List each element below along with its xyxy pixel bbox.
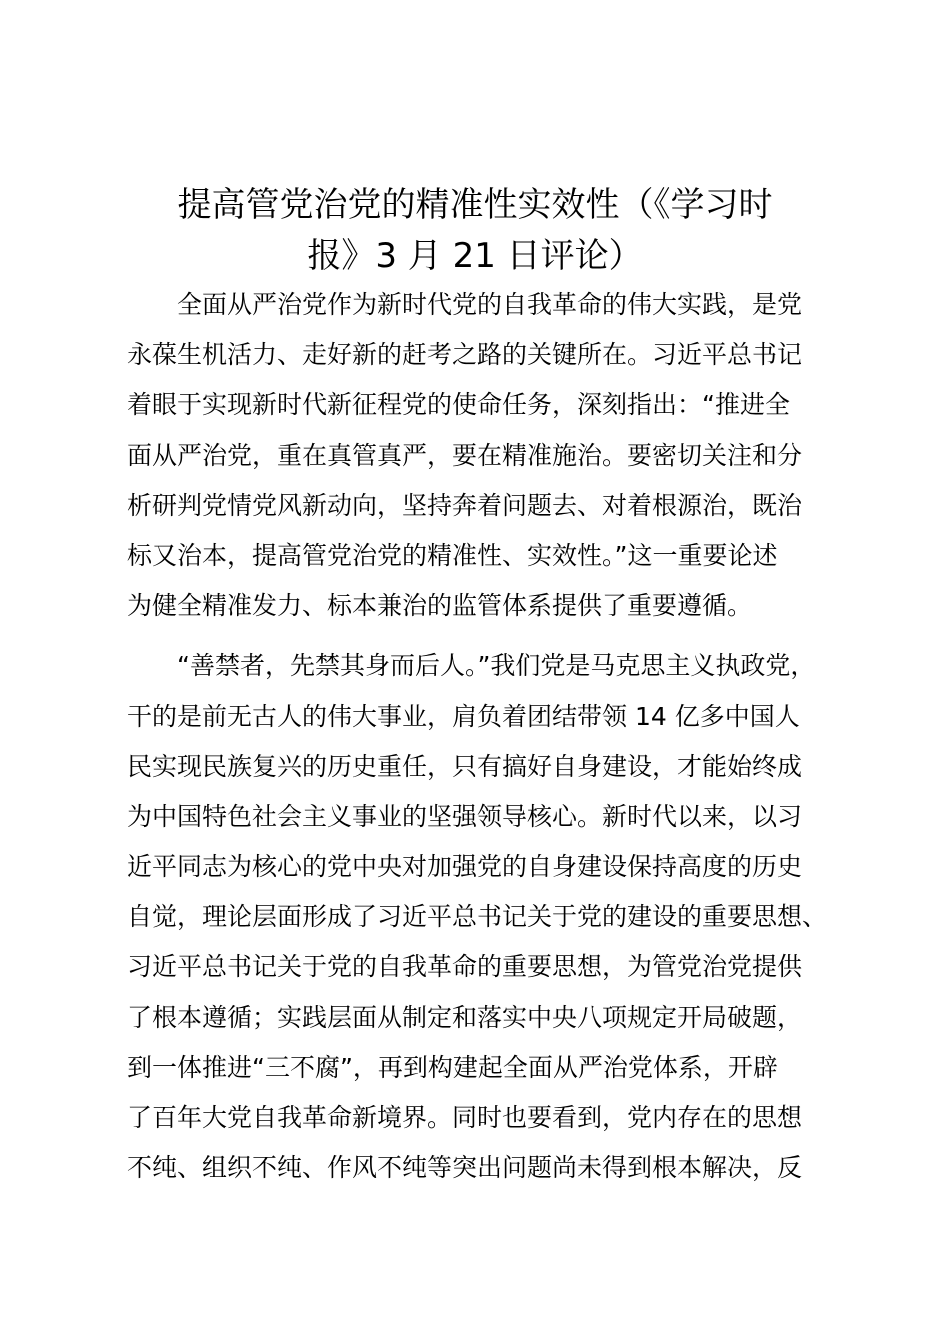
text-line: 习近平总书记关于党的自我革命的重要思想，为管党治党提供: [127, 952, 803, 982]
title-line: 报》3 月 21 日评论）: [307, 236, 643, 276]
text-line: 了根本遵循；实践层面从制定和落实中央八项规定开局破题，: [127, 1002, 803, 1032]
text-line: 近平同志为核心的党中央对加强党的自身建设保持高度的历史: [127, 852, 803, 882]
text-line: 不纯、组织不纯、作风不纯等突出问题尚未得到根本解决，反: [127, 1153, 803, 1183]
text-line: 永葆生机活力、走好新的赶考之路的关键所在。习近平总书记: [127, 340, 803, 370]
text-line: 标又治本，提高管党治党的精准性、实效性。”这一重要论述: [127, 540, 778, 570]
text-line: “善禁者，先禁其身而后人。”我们党是马克思主义执政党，: [127, 651, 816, 681]
paragraph-2: [127, 641, 839, 1193]
text-line: 析研判党情党风新动向，坚持奔着问题去、对着根源治，既治: [127, 490, 803, 520]
text-line: 干的是前无古人的伟大事业，肩负着团结带领 14 亿多中国人: [127, 701, 800, 731]
text-line: 为中国特色社会主义事业的坚强领导核心。新时代以来，以习: [127, 801, 803, 831]
title-line: 提高管党治党的精准性实效性（《学习时: [177, 185, 773, 225]
paragraph-1: [127, 280, 839, 631]
text-line: 全面从严治党作为新时代党的自我革命的伟大实践，是党: [127, 290, 803, 319]
text-line: 自觉，理论层面形成了习近平总书记关于党的建设的重要思想、: [127, 902, 828, 932]
paragraph-gap: [127, 631, 839, 641]
text-line: 到一体推进“三不腐”，再到构建起全面从严治党体系，开辟: [127, 1052, 778, 1082]
article-title: [150, 180, 800, 282]
text-line: 民实现民族复兴的历史重任，只有搞好自身建设，才能始终成: [127, 751, 803, 781]
text-line: 着眼于实现新时代新征程党的使命任务，深刻指出：“推进全: [127, 390, 790, 420]
text-line: 为健全精准发力、标本兼治的监管体系提供了重要遵循。: [127, 591, 753, 621]
article-body: [127, 280, 839, 1193]
text-line: 了百年大党自我革命新境界。同时也要看到，党内存在的思想: [127, 1103, 803, 1132]
text-line: 面从严治党，重在真管真严，要在精准施治。要密切关注和分: [127, 440, 803, 470]
